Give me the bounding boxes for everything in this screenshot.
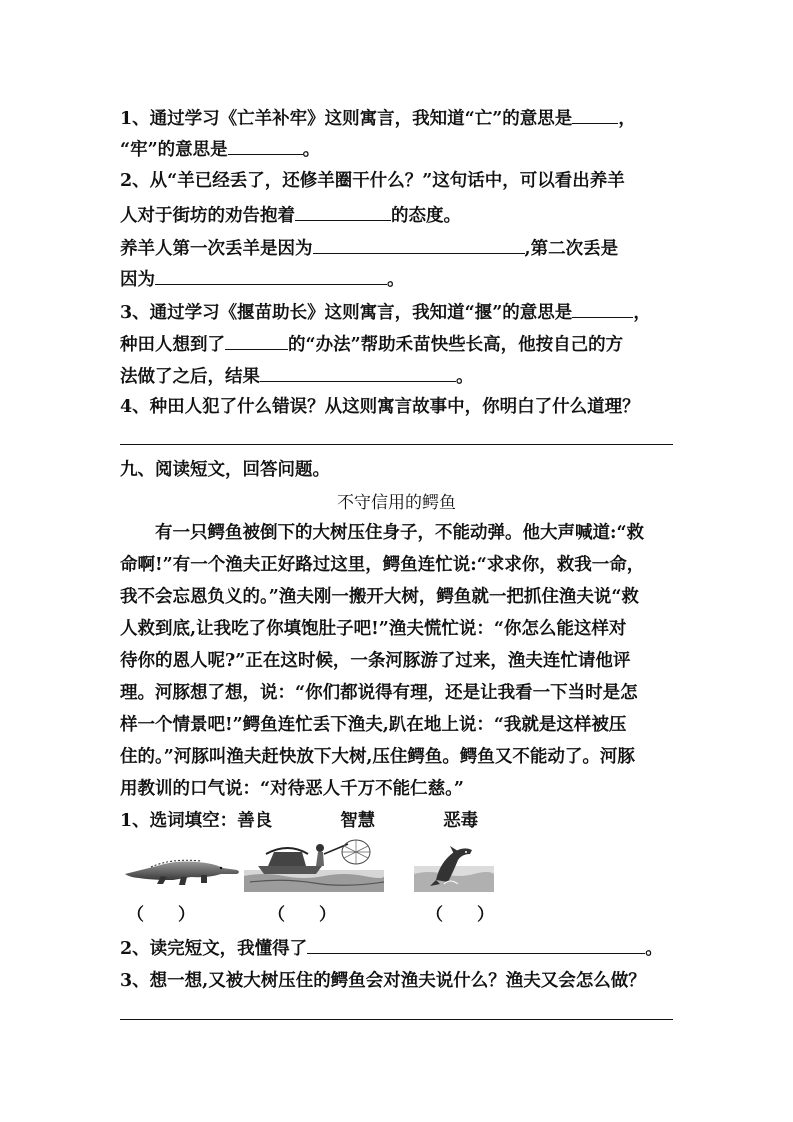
q2-line1: 2、从“羊已经丢了，还修羊圈干什么？”这句话中，可以看出养羊 bbox=[120, 171, 625, 191]
story-line-5: 待你的恩人呢?”正在这时候，一条河豚游了过来，渔夫连忙请他评 bbox=[120, 651, 631, 671]
q2-text4: 因为 bbox=[120, 270, 155, 290]
q1-text: 1、通过学习《亡羊补牢》这则寓言，我知道“亡”的意思是 bbox=[120, 109, 573, 129]
punct: 。 bbox=[302, 140, 321, 160]
q1-line2 bbox=[120, 136, 680, 162]
crocodile-icon bbox=[121, 844, 243, 890]
word-kind: 善良 bbox=[237, 811, 273, 831]
story-line-7: 样一个情景吧!”鳄鱼连忙丢下渔夫,趴在地上说：“我就是这样被压 bbox=[120, 715, 627, 735]
sub3-line: 3、想一想,又被大树压住的鳄鱼会对渔夫说什么？渔夫又会怎么做？ bbox=[120, 971, 646, 991]
q4-line: 4、种田人犯了什么错误？从这则寓言故事中，你明白了什么道理？ bbox=[120, 397, 640, 417]
fisherman-boat-icon bbox=[244, 836, 384, 892]
blank-method[interactable] bbox=[225, 331, 288, 350]
answer-line-sub3[interactable] bbox=[120, 1019, 673, 1020]
blank-lao[interactable] bbox=[228, 136, 303, 155]
blank-understand[interactable] bbox=[307, 935, 645, 954]
word-wisdom: 智慧 bbox=[340, 811, 376, 831]
q2-text3-end: ,第二次丢是 bbox=[524, 239, 619, 259]
story-line-2: 命啊!”有一个渔夫正好路过这里，鳄鱼连忙说:“求求你，救我一命， bbox=[120, 555, 645, 575]
q1-text2: “牢”的意思是 bbox=[120, 140, 228, 160]
blank-result[interactable] bbox=[260, 363, 456, 382]
q3-text2-end: 的“办法”帮助禾苗快些长高，他按自己的方 bbox=[288, 335, 624, 355]
blank-paren-2[interactable]: （ ） bbox=[268, 905, 336, 925]
sub1-line bbox=[120, 809, 680, 833]
story-line-9: 用教训的口气说：“对待恶人千万不能仁慈。” bbox=[120, 779, 464, 799]
punct: ， bbox=[633, 303, 651, 323]
q3-line3 bbox=[120, 363, 680, 389]
story-line-8: 住的。”河豚叫渔夫赶快放下大树,压住鳄鱼。鳄鱼又不能动了。河豚 bbox=[120, 747, 635, 767]
sub1-label: 1、选词填空： bbox=[120, 811, 238, 831]
word-vicious: 恶毒 bbox=[443, 811, 479, 831]
punct: 。 bbox=[387, 270, 405, 290]
story-line-3: 我不会忘恩负义的。”渔夫刚一搬开大树，鳄鱼就一把抓住渔夫说“救 bbox=[120, 587, 639, 607]
blank-first-loss[interactable] bbox=[313, 235, 525, 254]
q3-text3: 法做了之后，结果 bbox=[120, 367, 260, 387]
q3-text: 3、通过学习《揠苗助长》这则寓言，我知道“揠”的意思是 bbox=[120, 303, 573, 323]
sub2-line bbox=[120, 935, 680, 961]
q3-line1 bbox=[120, 299, 680, 325]
story-line-1: 有一只鳄鱼被倒下的大树压住身子，不能动弹。他大声喊道:“救 bbox=[120, 523, 645, 543]
q2-line4 bbox=[120, 266, 680, 292]
dolphin-icon bbox=[414, 842, 494, 892]
blank-paren-3[interactable]: （ ） bbox=[426, 905, 494, 925]
q2-line3 bbox=[120, 235, 680, 261]
q2-line2 bbox=[120, 202, 680, 228]
answer-line-q4[interactable] bbox=[120, 444, 673, 445]
q2-text-end: 的态度。 bbox=[391, 206, 461, 226]
q3-text2: 种田人想到了 bbox=[120, 335, 225, 355]
punct: ， bbox=[618, 109, 636, 129]
blank-paren-1[interactable]: （ ） bbox=[127, 905, 195, 925]
section9-heading: 九、阅读短文，回答问题。 bbox=[120, 460, 330, 480]
story-title: 不守信用的鳄鱼 bbox=[337, 493, 456, 513]
blank-attitude[interactable] bbox=[295, 202, 391, 221]
sub2-text: 2、读完短文，我懂得了 bbox=[120, 939, 308, 959]
punct: 。 bbox=[456, 367, 474, 387]
story-line-4: 人救到底,让我吃了你填饱肚子吧!”渔夫慌忙说：“你怎么能这样对 bbox=[120, 619, 627, 639]
blank-wang[interactable] bbox=[572, 105, 618, 124]
blank-ya[interactable] bbox=[572, 299, 633, 318]
punct: 。 bbox=[645, 939, 663, 959]
q2-text3: 养羊人第一次丢羊是因为 bbox=[120, 239, 313, 259]
q3-line2 bbox=[120, 331, 680, 357]
q2-text: 人对于街坊的劝告抱着 bbox=[120, 206, 295, 226]
blank-second-loss[interactable] bbox=[155, 266, 387, 285]
story-line-6: 理。河豚想了想，说：“你们都说得有理，还是让我看一下当时是怎 bbox=[120, 683, 638, 703]
q1-line1 bbox=[120, 105, 680, 131]
